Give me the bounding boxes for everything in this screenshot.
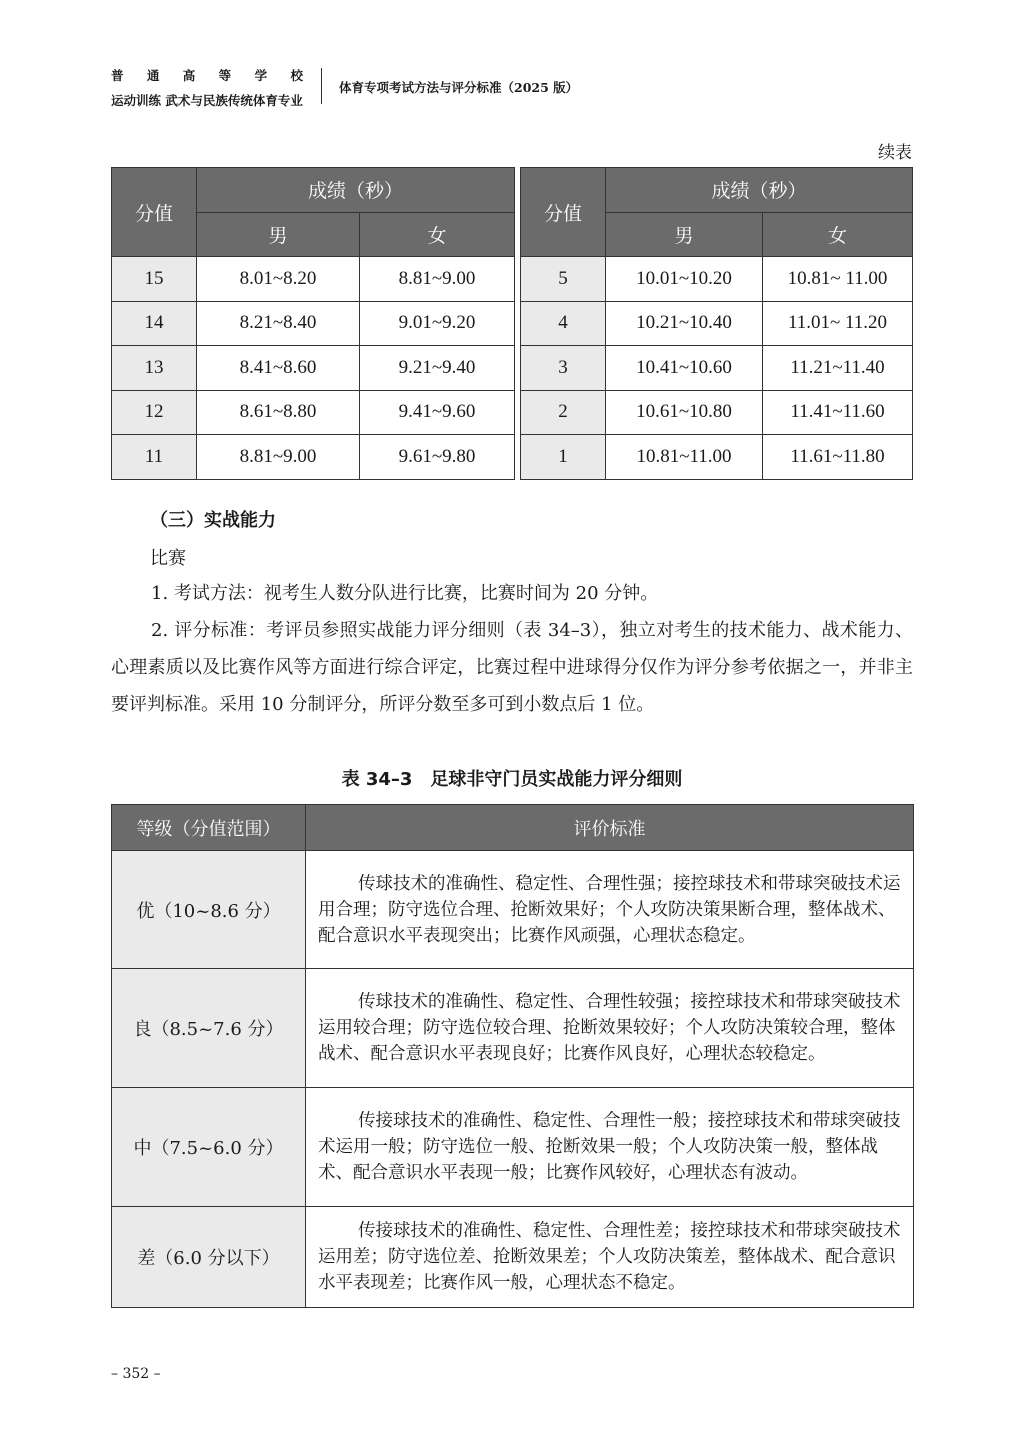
header-left: [111, 66, 311, 109]
table-row: [112, 257, 515, 302]
female-header: 女: [360, 212, 515, 257]
result-header: 成绩（秒）: [606, 168, 913, 213]
score-header: 分值: [521, 168, 606, 257]
section-heading: （三）实战能力: [150, 510, 276, 531]
school-char: 高: [182, 68, 196, 83]
level-cell: 良（8.5~7.6 分）: [112, 969, 306, 1088]
table-row: [112, 390, 515, 435]
continued-label: 续表: [878, 143, 912, 163]
header-divider: [321, 68, 322, 104]
table-row: [112, 435, 515, 480]
male-cell: 8.41~8.60: [197, 346, 360, 391]
male-cell: 8.01~8.20: [197, 257, 360, 302]
score-header: 分值: [112, 168, 197, 257]
criteria-cell: 传接球技术的准确性、稳定性、合理性差；接控球技术和带球突破技术运用差；防守选位差、抢断效果差；个人攻防决策差，整体战术、配合意识水平表现差；比赛作风一般，心理状态不稳定。: [306, 1207, 914, 1308]
male-cell: 10.21~10.40: [606, 301, 763, 346]
book-title: 体育专项考试方法与评分标准（2025 版）: [339, 80, 579, 95]
male-cell: 10.01~10.20: [606, 257, 763, 302]
score-cell: 3: [521, 346, 606, 391]
school-char: 普: [111, 68, 124, 83]
score-table-left: [111, 167, 515, 480]
male-header: 男: [606, 212, 763, 257]
section-subheading: 比赛: [150, 548, 186, 569]
table-row: [521, 390, 913, 435]
male-cell: 10.41~10.60: [606, 346, 763, 391]
level-cell: 差（6.0 分以下）: [112, 1207, 306, 1308]
score-cell: 2: [521, 390, 606, 435]
table-row: [521, 301, 913, 346]
table-row: [112, 851, 914, 969]
score-cell: 13: [112, 346, 197, 391]
criteria-cell: 传球技术的准确性、稳定性、合理性较强；接控球技术和带球突破技术运用较合理；防守选位较合理、抢断效果较好；个人攻防决策较合理，整体战术、配合意识水平表现良好；比赛作风良好，心理状态较稳定。: [306, 969, 914, 1088]
table-row: [112, 1088, 914, 1207]
school-name: [111, 66, 303, 84]
male-header: 男: [197, 212, 360, 257]
score-cell: 15: [112, 257, 197, 302]
table-row: [112, 346, 515, 391]
table-row: [112, 301, 515, 346]
female-cell: 11.41~11.60: [763, 390, 913, 435]
female-cell: 8.81~9.00: [360, 257, 515, 302]
school-char: 校: [290, 68, 303, 83]
score-table-right: [520, 167, 913, 480]
score-cell: 12: [112, 390, 197, 435]
female-cell: 11.61~11.80: [763, 435, 913, 480]
score-cell: 11: [112, 435, 197, 480]
page-number: – 352 –: [111, 1366, 161, 1382]
level-cell: 优（10~8.6 分）: [112, 851, 306, 969]
school-char: 等: [218, 68, 232, 83]
female-cell: 10.81~ 11.00: [763, 257, 913, 302]
male-cell: 8.61~8.80: [197, 390, 360, 435]
department: 运动训练 武术与民族传统体育专业: [111, 93, 303, 108]
score-cell: 14: [112, 301, 197, 346]
female-cell: 9.21~9.40: [360, 346, 515, 391]
female-cell: 9.61~9.80: [360, 435, 515, 480]
female-cell: 11.21~11.40: [763, 346, 913, 391]
female-cell: 9.01~9.20: [360, 301, 515, 346]
rubric-table: [111, 804, 914, 1308]
male-cell: 10.61~10.80: [606, 390, 763, 435]
paragraph-criteria: 2. 评分标准：考评员参照实战能力评分细则（表 34–3），独立对考生的技术能力、战术能力、心理素质以及比赛作风等方面进行综合评定，比赛过程中进球得分仅作为评分参考依据之一，并非主要评判标准。采用 10 分制评分，所评分数至多可到小数点后 1 位。: [111, 620, 913, 715]
table-row: [112, 1207, 914, 1308]
level-cell: 中（7.5~6.0 分）: [112, 1088, 306, 1207]
criteria-cell: 传球技术的准确性、稳定性、合理性强；接控球技术和带球突破技术运用合理；防守选位合理、抢断效果好；个人攻防决策果断合理，整体战术、配合意识水平表现突出；比赛作风顽强，心理状态稳定。: [306, 851, 914, 969]
table-row: [521, 257, 913, 302]
female-cell: 11.01~ 11.20: [763, 301, 913, 346]
result-header: 成绩（秒）: [197, 168, 515, 213]
paragraph-method: 1. 考试方法：视考生人数分队进行比赛，比赛时间为 20 分钟。: [151, 583, 659, 604]
criteria-header: 评价标准: [306, 805, 914, 851]
female-cell: 9.41~9.60: [360, 390, 515, 435]
table-title: 表 34–3 足球非守门员实战能力评分细则: [341, 769, 683, 790]
score-cell: 5: [521, 257, 606, 302]
table-row: [521, 346, 913, 391]
criteria-cell: 传接球技术的准确性、稳定性、合理性一般；接控球技术和带球突破技术运用一般；防守选位一般、抢断效果一般；个人攻防决策一般，整体战术、配合意识水平表现一般；比赛作风较好，心理状态有波动。: [306, 1088, 914, 1207]
female-header: 女: [763, 212, 913, 257]
score-cell: 4: [521, 301, 606, 346]
level-header: 等级（分值范围）: [112, 805, 306, 851]
school-char: 学: [254, 68, 268, 83]
male-cell: 8.81~9.00: [197, 435, 360, 480]
male-cell: 8.21~8.40: [197, 301, 360, 346]
score-cell: 1: [521, 435, 606, 480]
school-char: 通: [146, 68, 160, 83]
male-cell: 10.81~11.00: [606, 435, 763, 480]
table-row: [521, 435, 913, 480]
table-row: [112, 969, 914, 1088]
